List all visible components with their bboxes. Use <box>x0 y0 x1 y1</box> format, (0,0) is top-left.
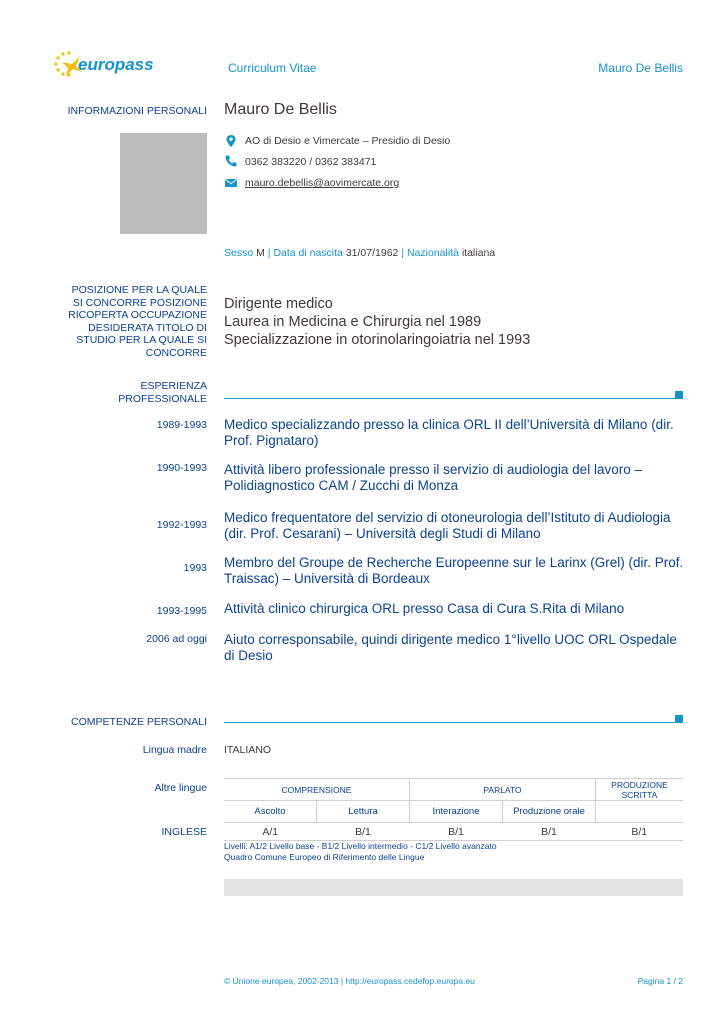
col-produzione-scritta: PRODUZIONE SCRITTA <box>596 779 684 801</box>
col-parlato: PARLATO <box>410 779 596 801</box>
phone-icon <box>224 154 238 168</box>
sub-produzione-orale: Produzione orale <box>503 801 596 823</box>
address: AO di Desio e Vimercate – Presidio di Desio <box>245 135 451 147</box>
language-name: INGLESE <box>161 826 207 838</box>
location-pin-icon <box>224 134 238 148</box>
mother-tongue-value: ITALIANO <box>224 744 272 756</box>
sub-lettura: Lettura <box>317 801 410 823</box>
email-link[interactable]: mauro.debellis@aovimercate.org <box>245 177 400 189</box>
footer-copyright: © Unione europea, 2002-2013 | http://europass.cedefop.europa.eu <box>224 976 475 986</box>
europass-logo <box>52 50 152 82</box>
sex-label: Sesso <box>224 247 254 259</box>
mother-tongue-label: Lingua madre <box>142 744 207 756</box>
position-label: POSIZIONE PER LA QUALE SI CONCORRE POSIZIONE RICOPERTA OCCUPAZIONE DESIDERATA TITOLO DI STUDIO PER LA QUALE SI CONCORRE <box>68 284 207 359</box>
photo-placeholder <box>120 133 207 234</box>
sub-empty <box>596 801 684 823</box>
europass-logo-text: europass <box>78 55 154 74</box>
personal-info-label: INFORMAZIONI PERSONALI <box>67 105 207 117</box>
level-lettura: B/1 <box>317 823 410 841</box>
level-produzione-orale: B/1 <box>503 823 596 841</box>
experience-divider-marker <box>675 391 683 399</box>
doc-title: Curriculum Vitae <box>228 61 317 75</box>
separator: | <box>267 247 271 259</box>
experience-date: 1993-1995 <box>156 605 207 617</box>
nationality-value: italiana <box>461 247 496 259</box>
sub-interazione: Interazione <box>410 801 503 823</box>
personal-details-line <box>224 247 495 259</box>
experience-text: Membro del Groupe de Recherche Europeenne sur le Larinx (Grel) (dir. Prof. Traissac) – Università di Bordeaux <box>224 555 684 586</box>
experience-date: 1990-1993 <box>156 462 207 474</box>
birth-value: 31/07/1962 <box>345 247 399 259</box>
position-lines <box>224 295 530 349</box>
email-icon <box>224 176 238 190</box>
experience-divider <box>224 398 676 399</box>
experience-date: 1992-1993 <box>156 519 207 531</box>
experience-date: 1993 <box>183 562 207 574</box>
position-line: Dirigente medico <box>224 296 333 312</box>
experience-date: 1989-1993 <box>156 419 207 431</box>
experience-text: Aiuto corresponsabile, quindi dirigente medico 1°livello UOC ORL Ospedale di Desio <box>224 632 677 663</box>
experience-label: ESPERIENZA PROFESSIONALE <box>118 380 207 405</box>
skills-divider-marker <box>675 715 683 723</box>
grey-bar <box>224 879 683 896</box>
levels-note: Livelli: A1/2 Livello base - B1/2 Livello intermedio - C1/2 Livello avanzato <box>224 841 497 851</box>
experience-date: 2006 ad oggi <box>146 633 207 645</box>
experience-text: Attività clinico chirurgica ORL presso Casa di Cura S.Rita di Milano <box>224 601 625 616</box>
framework-note: Quadro Comune Europeo di Riferimento delle Lingue <box>224 852 425 862</box>
person-name: Mauro De Bellis <box>224 101 337 118</box>
phone: 0362 383220 / 0362 383471 <box>245 156 377 168</box>
position-line: Specializzazione in otorinolaringoiatria nel 1993 <box>224 332 531 348</box>
sex-value: M <box>256 247 265 259</box>
experience-text: Medico specializzando presso la clinica ORL II dell’Università di Milano (dir. Prof. Pignataro) <box>224 417 674 448</box>
experience-text: Medico frequentatore del servizio di otoneurologia dell’Istituto di Audiologia (dir. Prof. Cesarani) – Università degli Studi di Milano <box>224 510 671 541</box>
level-interazione: B/1 <box>410 823 503 841</box>
level-ascolto: A/1 <box>224 823 317 841</box>
sub-ascolto: Ascolto <box>224 801 317 823</box>
other-languages-label: Altre lingue <box>154 782 207 794</box>
position-line: Laurea in Medicina e Chirurgia nel 1989 <box>224 314 482 330</box>
col-comprensione: COMPRENSIONE <box>224 779 410 801</box>
birth-label: Data di nascita <box>273 247 343 259</box>
skills-divider <box>224 722 676 723</box>
footer-page: Pagina 1 / 2 <box>637 976 683 986</box>
language-table <box>224 778 683 841</box>
level-produzione-scritta: B/1 <box>596 823 684 841</box>
header-name: Mauro De Bellis <box>598 61 683 75</box>
separator: | <box>401 247 405 259</box>
experience-text: Attività libero professionale presso il servizio di audiologia del lavoro – Polidiagnostico CAM / Zucchi di Monza <box>224 462 642 493</box>
skills-label: COMPETENZE PERSONALI <box>71 716 207 728</box>
nationality-label: Nazionalità <box>406 247 459 259</box>
